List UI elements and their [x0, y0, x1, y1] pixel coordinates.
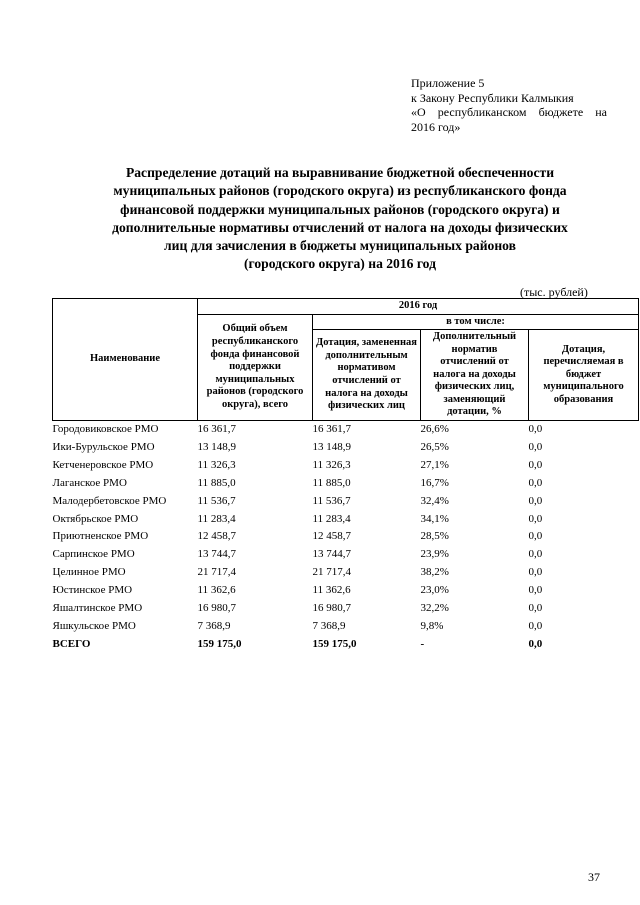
cell-transfer: 0,0: [528, 512, 543, 525]
table-row: [53, 439, 639, 457]
annex-line: 2016 год»: [411, 119, 461, 134]
header-name: Наименование: [53, 299, 198, 421]
cell-norm: 23,9%: [420, 548, 449, 561]
cell-name: Малодербетовское РМО: [52, 494, 167, 507]
cell-replaced: 11 326,3: [312, 458, 351, 471]
table-row: [53, 421, 639, 439]
cell-replaced: 16 980,7: [312, 602, 351, 615]
cell-transfer: 0,0: [528, 602, 543, 615]
table-body: [53, 421, 639, 654]
table-row: [53, 475, 639, 493]
cell-total: 16 980,7: [197, 602, 236, 615]
table-row: [53, 528, 639, 546]
cell-replaced: 16 361,7: [312, 423, 351, 435]
table-row: [53, 600, 639, 618]
cell-replaced: 11 362,6: [312, 584, 351, 597]
cell-transfer: 0,0: [528, 619, 543, 632]
subsidy-table: [52, 298, 639, 654]
cell-total: 159 175,0: [197, 637, 242, 650]
cell-transfer: 0,0: [528, 476, 543, 489]
cell-replaced: 159 175,0: [312, 637, 357, 650]
cell-total: 12 458,7: [197, 530, 236, 543]
header-total: Общий объем республиканского фонда финансовой поддержки муниципальных районов (городского округа), всего: [198, 315, 313, 421]
cell-replaced: 13 744,7: [312, 548, 351, 561]
cell-norm: 32,2%: [420, 602, 449, 615]
cell-name: Приютненское РМО: [52, 530, 149, 543]
cell-transfer: 0,0: [528, 494, 543, 507]
table-row: [53, 511, 639, 529]
cell-norm: 26,5%: [420, 440, 449, 453]
cell-norm: -: [420, 637, 425, 650]
cell-norm: 27,1%: [420, 458, 449, 471]
cell-replaced: 13 148,9: [312, 440, 351, 453]
cell-transfer: 0,0: [528, 458, 543, 471]
header-including: в том числе:: [313, 315, 639, 330]
title-line: лиц для зачисления в бюджеты муниципальных районов: [164, 238, 516, 254]
title-line: Распределение дотаций на выравнивание бюджетной обеспеченности: [125, 165, 555, 180]
table-row: [53, 618, 639, 636]
cell-transfer: 0,0: [528, 637, 543, 650]
title-line: финансовой поддержки муниципальных районов (городского округа) и: [120, 201, 560, 217]
document-title: [80, 164, 600, 274]
cell-transfer: 0,0: [528, 566, 543, 579]
cell-total: 7 368,9: [197, 619, 231, 632]
cell-name: Яшалтинское РМО: [52, 602, 143, 615]
table-row: [53, 457, 639, 475]
cell-replaced: 12 458,7: [312, 530, 351, 543]
cell-total: 11 536,7: [197, 494, 236, 507]
annex-line: «О республиканском бюджете на: [411, 105, 607, 119]
table-row: [53, 493, 639, 511]
header-replaced: Дотация, замененная дополнительным нормативом отчислений от налога на доходы физических лиц: [313, 330, 421, 421]
annex-line: к Закону Республики Калмыкия: [411, 90, 574, 105]
cell-norm: 9,8%: [420, 619, 444, 632]
total-row: [53, 636, 639, 654]
table-row: [53, 564, 639, 582]
cell-norm: 23,0%: [420, 584, 449, 597]
page-number: 37: [588, 870, 600, 884]
cell-transfer: 0,0: [528, 440, 543, 453]
header-year: 2016 год: [198, 299, 639, 315]
cell-name: Юстинское РМО: [52, 584, 133, 597]
cell-norm: 26,6%: [420, 423, 449, 435]
cell-total: 16 361,7: [197, 423, 236, 435]
table-row: [53, 546, 639, 564]
cell-total: 11 283,4: [197, 512, 236, 525]
cell-norm: 38,2%: [420, 566, 449, 579]
cell-replaced: 11 283,4: [312, 512, 351, 525]
cell-name: Ики-Бурульское РМО: [52, 440, 155, 453]
annex-line: Приложение 5: [411, 76, 485, 90]
cell-replaced: 11 536,7: [312, 494, 351, 507]
cell-name: Сарпинское РМО: [52, 548, 135, 561]
cell-transfer: 0,0: [528, 548, 543, 561]
cell-total: 13 148,9: [197, 440, 236, 453]
cell-norm: 34,1%: [420, 512, 449, 525]
cell-transfer: 0,0: [528, 423, 543, 435]
cell-total: 11 362,6: [197, 584, 236, 597]
cell-transfer: 0,0: [528, 584, 543, 597]
cell-transfer: 0,0: [528, 530, 543, 543]
cell-replaced: 21 717,4: [312, 566, 351, 579]
cell-replaced: 11 885,0: [312, 476, 351, 489]
annex-reference: [411, 76, 607, 134]
cell-name: Кетченеровское РМО: [52, 458, 154, 471]
cell-norm: 16,7%: [420, 476, 449, 489]
cell-name: Целинное РМО: [52, 566, 126, 579]
table-row: [53, 582, 639, 600]
cell-total: 13 744,7: [197, 548, 236, 561]
header-transfer: Дотация, перечисляемая в бюджет муниципального образования: [529, 330, 639, 421]
cell-norm: 28,5%: [420, 530, 449, 543]
title-line: (городского округа) на 2016 год: [244, 256, 436, 272]
cell-name: Октябрьское РМО: [52, 512, 139, 525]
title-line: дополнительные нормативы отчислений от налога на доходы физических: [112, 219, 568, 235]
cell-total: 11 326,3: [197, 458, 236, 471]
cell-name: Городовиковское РМО: [52, 423, 159, 435]
cell-name: Лаганское РМО: [52, 476, 127, 489]
cell-total: 21 717,4: [197, 566, 236, 579]
title-line: муниципальных районов (городского округа) из республиканского фонда: [113, 183, 567, 199]
header-norm: Дополнительный норматив отчислений от налога на доходы физических лиц, заменяющий дотации, %: [421, 330, 529, 421]
cell-total: 11 885,0: [197, 476, 236, 489]
cell-name: ВСЕГО: [52, 637, 91, 650]
cell-norm: 32,4%: [420, 494, 449, 507]
cell-name: Яшкульское РМО: [52, 619, 136, 632]
units-note: (тыс. рублей): [520, 285, 588, 299]
cell-replaced: 7 368,9: [312, 619, 346, 632]
